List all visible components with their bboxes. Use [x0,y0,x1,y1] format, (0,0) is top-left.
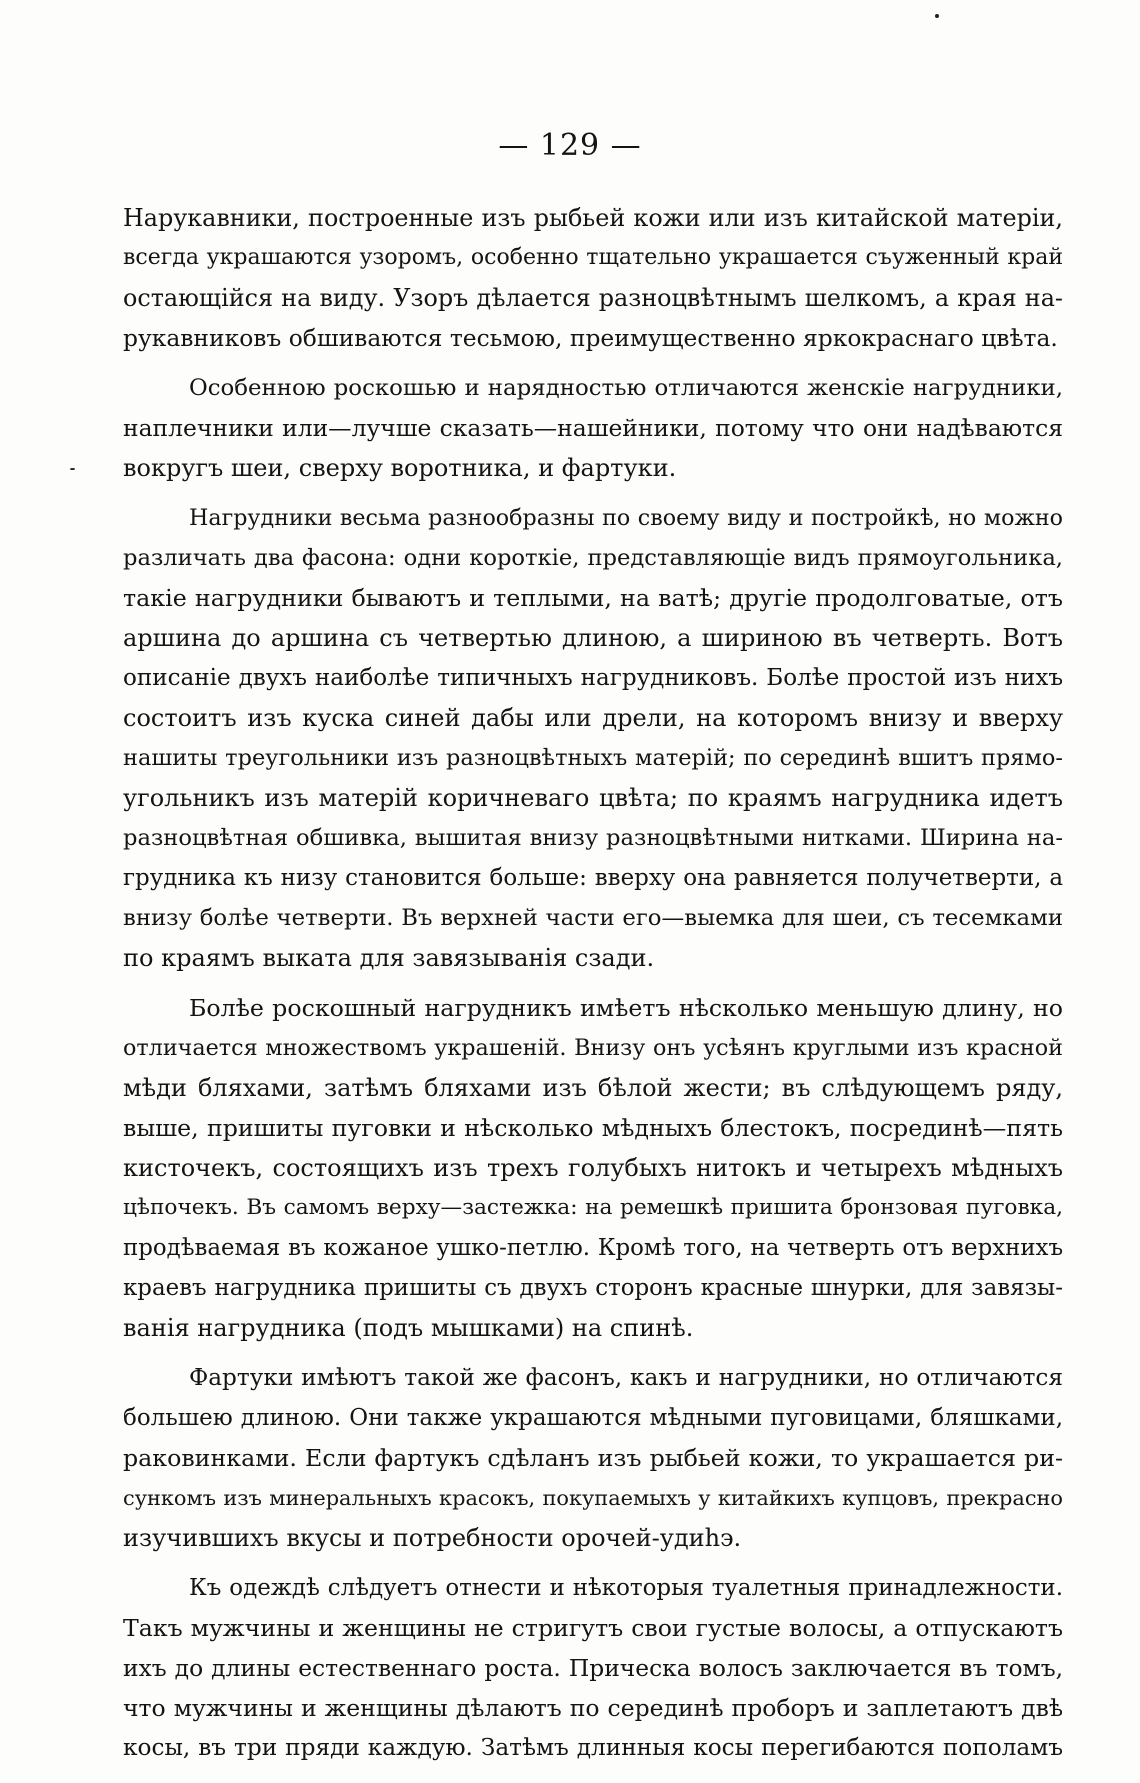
text-line: разноцвѣтная обшивка, вышитая внизу разноцвѣтными нитками. Ширина на- [123,825,1063,851]
text-line: мѣди бляхами, затѣмъ бляхами изъ бѣлой жести; въ слѣдующемъ ряду, [123,1074,1063,1102]
paragraph-womens-bibs [123,368,1063,488]
text-line: такіе нагрудники бываютъ и теплыми, на ватѣ; другіе продолговатые, отъ [123,584,1063,612]
paragraph-luxury-bib [123,988,1063,1348]
page-body [123,198,1063,1768]
text-line: Болѣе роскошный нагрудникъ имѣетъ нѣсколько меньшую длину, но [189,994,1063,1022]
paragraph-hairstyle [123,1568,1063,1768]
text-line: цѣпочекъ. Въ самомъ верху—застежка: на ремешкѣ пришита бронзовая пуговка, [123,1195,1063,1220]
text-line: кисточекъ, состоящихъ изъ трехъ голубыхъ нитокъ и четырехъ мѣдныхъ [123,1154,1063,1182]
text-line: описаніе двухъ наиболѣе типичныхъ нагрудниковъ. Болѣе простой изъ нихъ [123,665,1063,691]
text-line: краевъ нагрудника пришиты съ двухъ сторонъ красные шнурки, для завязы- [123,1275,1063,1301]
text-line: Къ одеждѣ слѣдуетъ отнести и нѣкоторыя туалетныя принадлежности. [189,1575,1063,1601]
text-line: раковинками. Если фартукъ сдѣланъ изъ рыбьей кожи, то украшается ри- [123,1444,1063,1472]
page-number: — 129 — [498,128,642,163]
text-line: Особенною роскошью и нарядностью отличаются женскіе нагрудники, [189,375,1063,401]
text-line: большею длиною. Они также украшаются мѣдными пуговицами, бляшками, [123,1405,1063,1431]
scan-speck [70,468,75,470]
text-line: что мужчины и женщины дѣлаютъ по серединѣ проборъ и заплетаютъ двѣ [123,1694,1063,1722]
text-line: изучившихъ вкусы и потребности орочей-удиһэ. [123,1524,742,1552]
text-line: Такъ мужчины и женщины не стригутъ свои густые волосы, а отпускаютъ [123,1614,1063,1642]
text-line: сункомъ изъ минеральныхъ красокъ, покупаемыхъ у китайкихъ купцовъ, прекрасно [123,1486,1063,1510]
text-line: продѣваемая въ кожаное ушко-петлю. Кромѣ того, на четверть отъ верхнихъ [123,1235,1063,1261]
text-line: грудника къ низу становится больше: вверху она равняется получетверти, а [123,865,1063,891]
text-line: наплечники или—лучше сказать—нашейники, потому что они надѣваются [123,414,1063,442]
text-line: всегда украшаются узоромъ, особенно тщательно украшается съуженный край [123,245,1063,270]
text-line: остающійся на виду. Узоръ дѣлается разноцвѣтнымъ шелкомъ, а края на- [123,284,1063,312]
text-line: Фартуки имѣютъ такой же фасонъ, какъ и нагрудники, но отличаются [189,1364,1063,1391]
text-line: состоитъ изъ куска синей дабы или дрели, на которомъ внизу и вверху [123,704,1063,732]
text-line: отличается множествомъ украшеній. Внизу онъ усѣянъ круглыми изъ красной [123,1035,1063,1061]
paragraph-sleeves [123,198,1063,358]
text-line: по краямъ выката для завязыванія сзади. [123,944,655,972]
text-line: рукавниковъ обшиваются тесьмою, преимущественно яркокраснаго цвѣта. [123,324,1058,352]
text-line: внизу болѣе четверти. Въ верхней части его—выемка для шеи, съ тесемками [123,905,1063,931]
text-line: аршина до аршина съ четвертью длиною, а шириною въ четверть. Вотъ [123,624,1063,652]
text-line: вокругъ шеи, сверху воротника, и фартуки. [123,454,677,482]
text-line: Нарукавники, построенные изъ рыбьей кожи или изъ китайской матеріи, [123,204,1063,232]
text-line: Нагрудники весьма разнообразны по своему виду и постройкѣ, но можно [189,505,1063,531]
text-line: выше, пришиты пуговки и нѣсколько мѣдныхъ блестокъ, посрединѣ—пять [123,1114,1063,1142]
text-line: нашиты треугольники изъ разноцвѣтныхъ матерій; по серединѣ вшитъ прямо- [123,745,1063,771]
text-line: различать два фасона: одни короткіе, представляющіе видъ прямоугольника, [123,545,1063,571]
paragraph-aprons [123,1358,1063,1558]
text-line: угольникъ изъ матерій коричневаго цвѣта; по краямъ нагрудника идетъ [123,784,1063,812]
text-line: ванія нагрудника (подъ мышками) на спинѣ. [123,1314,694,1342]
text-line: косы, въ три пряди каждую. Затѣмъ длинныя косы перегибаются пополамъ [123,1734,1063,1761]
scan-speck [935,14,939,18]
paragraph-bib-styles [123,498,1063,978]
text-line: ихъ до длины естественнаго роста. Прическа волосъ заключается въ томъ, [123,1654,1063,1682]
